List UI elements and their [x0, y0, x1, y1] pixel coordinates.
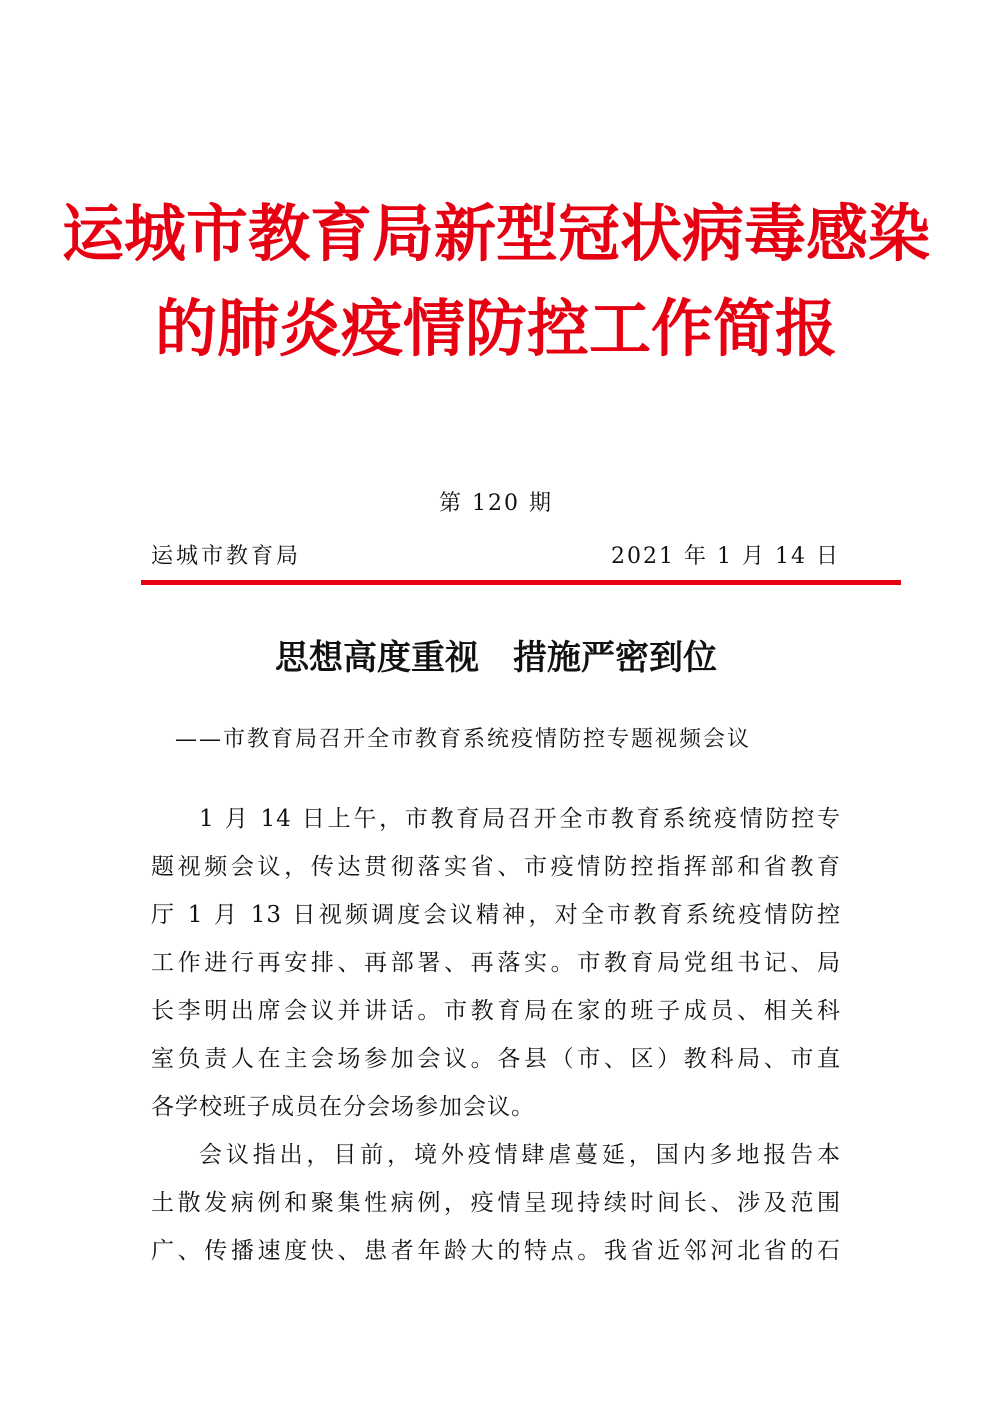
body-line: 广、传播速度快、患者年龄大的特点。我省近邻河北省的石: [151, 1238, 841, 1264]
body-line: 1 月 14 日上午，市教育局召开全市教育系统疫情防控专: [199, 806, 841, 832]
issuing-organization: 运城市教育局: [151, 544, 302, 569]
body-line: 工作进行再安排、再部署、再落实。市教育局党组书记、局: [151, 950, 841, 976]
issue-date: 2021 年 1 月 14 日: [611, 544, 840, 569]
issue-number: 第 120 期: [439, 491, 553, 516]
body-line: 厅 1 月 13 日视频调度会议精神，对全市教育系统疫情防控: [151, 902, 841, 928]
red-divider-rule: [141, 580, 901, 585]
body-line: 题视频会议，传达贯彻落实省、市疫情防控指挥部和省教育: [151, 854, 841, 880]
body-line: 各学校班子成员在分会场参加会议。: [151, 1094, 535, 1120]
body-line: 室负责人在主会场参加会议。各县（市、区）教科局、市直: [151, 1046, 841, 1072]
body-line: 会议指出，目前，境外疫情肆虐蔓延，国内多地报告本: [199, 1142, 841, 1168]
masthead-title-line1: 运城市教育局新型冠状病毒感染: [61, 197, 930, 270]
body-line: 土散发病例和聚集性病例，疫情呈现持续时间长、涉及范围: [151, 1190, 841, 1216]
article-subheadline: ——市教育局召开全市教育系统疫情防控专题视频会议: [175, 727, 752, 752]
masthead-title-line2: 的肺炎疫情防控工作简报: [154, 292, 837, 365]
article-headline: 思想高度重视 措施严密到位: [275, 638, 717, 678]
body-line: 长李明出席会议并讲话。市教育局在家的班子成员、相关科: [151, 998, 841, 1024]
